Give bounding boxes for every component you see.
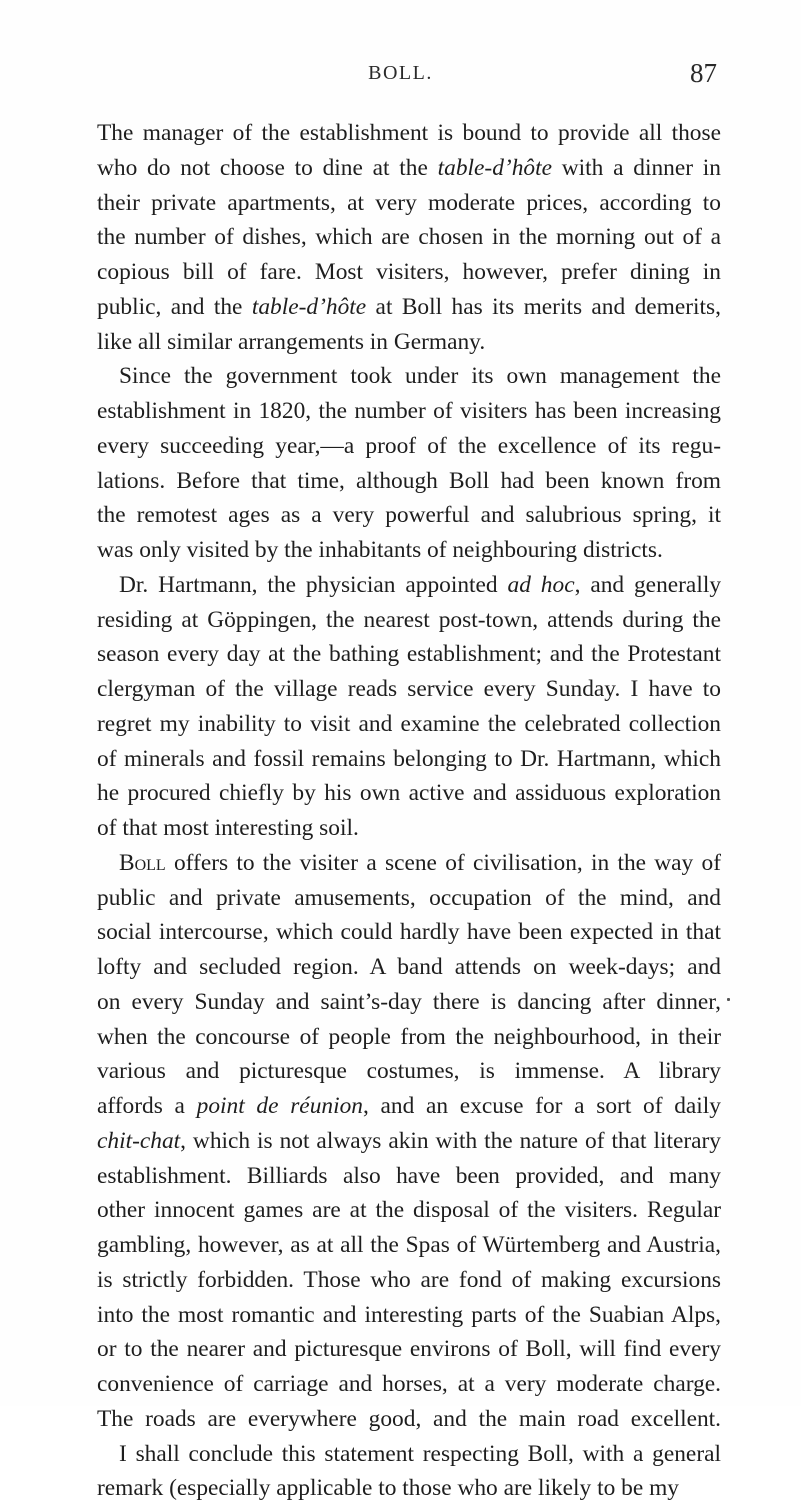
text-line — [97, 359, 721, 394]
text-line — [97, 533, 721, 568]
body-text — [97, 116, 721, 1506]
text-line — [97, 950, 721, 985]
text-run: of minerals and fossil remains belonging to Dr. Hartmann, which — [97, 745, 721, 772]
margin-mark — [727, 998, 730, 1001]
italic-phrase: point de réunion — [196, 1093, 363, 1119]
text-run: convenience of carriage and horses, at a very moderate charge. — [97, 1371, 721, 1397]
text-run: The manager of the establishment is bound to provide all those — [97, 120, 721, 146]
text-line — [97, 325, 721, 360]
text-run: season every day at the bathing establishment; and the Protestant — [97, 641, 721, 668]
text-run: clergyman of the village reads service every Sunday. I have to — [97, 676, 721, 702]
text-run: the number of dishes, which are chosen in the morning out of a — [97, 224, 721, 251]
text-run: social intercourse, which could hardly have been expected in that — [97, 919, 721, 946]
text-line — [97, 742, 721, 777]
text-run: , and generally — [574, 571, 721, 598]
text-line — [97, 1124, 721, 1159]
text-run: was only visited by the inhabitants of neighbouring districts. — [97, 537, 663, 563]
text-line — [97, 1367, 721, 1402]
text-run: the remotest ages as a very powerful and salubrious spring, it — [97, 502, 721, 529]
italic-phrase: table-d’hôte — [251, 293, 367, 320]
text-run: various and picturesque costumes, is immense. A library — [97, 1058, 721, 1085]
text-line — [97, 1228, 721, 1263]
text-line — [97, 1020, 721, 1055]
text-run: public, and the — [97, 293, 252, 320]
text-run: , which is not always akin with the nature of that literary — [180, 1127, 721, 1154]
text-line — [97, 1159, 721, 1194]
text-line — [97, 116, 721, 151]
text-run: Dr. Hartmann, the physician appointed — [119, 571, 508, 598]
text-run: , and an excuse for a sort of daily — [362, 1093, 721, 1119]
italic-phrase: ad hoc — [507, 571, 575, 598]
text-line — [97, 568, 721, 603]
page-number: 87 — [690, 58, 717, 88]
small-caps-word: Boll — [119, 849, 166, 876]
text-run: establishment. Billiards also have been provided, and many — [97, 1162, 721, 1189]
text-run: is strictly forbidden. Those who are fond of making excursions — [97, 1266, 721, 1293]
text-line — [97, 637, 721, 672]
text-run: into the most romantic and interesting parts of the Suabian Alps, — [97, 1301, 721, 1328]
text-run: remark (especially applicable to those who are likely to be my — [97, 1475, 679, 1502]
text-line — [97, 985, 721, 1020]
text-line — [97, 707, 721, 742]
text-run: like all similar arrangements in Germany. — [97, 328, 486, 355]
text-run: gambling, however, as at all the Spas of Würtemberg and Austria, — [97, 1232, 721, 1258]
text-run: public and private amusements, occupation of the mind, and — [97, 884, 721, 911]
text-line — [97, 1193, 721, 1228]
text-line — [97, 1437, 721, 1472]
text-line — [97, 1402, 721, 1437]
text-line — [97, 290, 721, 325]
text-line — [97, 1332, 721, 1367]
text-line — [97, 603, 721, 638]
text-line — [97, 776, 721, 811]
text-line — [97, 1054, 721, 1089]
text-run: regret my inability to visit and examine the celebrated collection — [97, 710, 721, 737]
text-line — [97, 255, 721, 290]
text-line — [97, 811, 721, 846]
italic-phrase: chit-chat — [97, 1127, 181, 1154]
text-run: Since the government took under its own management the — [119, 363, 721, 390]
text-run: every succeeding year,—a proof of the excellence of its regu- — [97, 432, 721, 459]
text-run: residing at Göppingen, the nearest post-town, attends during the — [97, 606, 721, 633]
text-run: at Boll has its merits and demerits, — [366, 293, 721, 320]
text-line — [97, 846, 721, 881]
text-run: establishment in 1820, the number of visiters has been increasing — [97, 398, 721, 424]
text-line — [97, 1471, 721, 1506]
text-run: he procured chiefly by his own active and assiduous exploration — [97, 780, 721, 807]
text-line — [97, 1089, 721, 1124]
text-line — [97, 429, 721, 464]
text-run: lations. Before that time, although Boll had been known from — [97, 467, 721, 494]
text-run: I shall conclude this statement respecting Boll, with a general — [119, 1440, 721, 1467]
text-run: other innocent games are at the disposal of the visiters. Regular — [97, 1197, 721, 1224]
text-run: lofty and secluded region. A band attends on week-days; and — [97, 954, 721, 980]
text-line — [97, 1298, 721, 1333]
text-line — [97, 915, 721, 950]
italic-phrase: table-d’hôte — [437, 154, 552, 181]
text-line — [97, 151, 721, 186]
text-line — [97, 186, 721, 221]
text-run: affords a — [97, 1093, 197, 1119]
text-run: who do not choose to dine at the — [97, 154, 438, 181]
text-run: or to the nearer and picturesque environs of Boll, will find every — [97, 1336, 721, 1363]
text-line — [97, 464, 721, 499]
text-run: their private apartments, at very moderate prices, according to — [97, 189, 721, 216]
text-run: when the concourse of people from the neighbourhood, in their — [97, 1023, 721, 1050]
text-run: copious bill of fare. Most visiters, however, prefer dining in — [97, 259, 721, 285]
text-run: with a dinner in — [551, 154, 721, 181]
text-run: of that most interesting soil. — [97, 815, 359, 841]
text-line — [97, 881, 721, 916]
text-run: offers to the visiter a scene of civilisation, in the way of — [165, 849, 721, 876]
text-line — [97, 672, 721, 707]
text-line — [97, 1263, 721, 1298]
text-line — [97, 498, 721, 533]
running-head — [0, 58, 801, 102]
running-title: BOLL. — [368, 62, 433, 84]
text-run: on every Sunday and saint’s-day there is dancing after dinner, — [97, 988, 721, 1015]
text-line — [97, 394, 721, 429]
text-line — [97, 220, 721, 255]
text-run: The roads are everywhere good, and the main road excellent. — [97, 1405, 721, 1432]
